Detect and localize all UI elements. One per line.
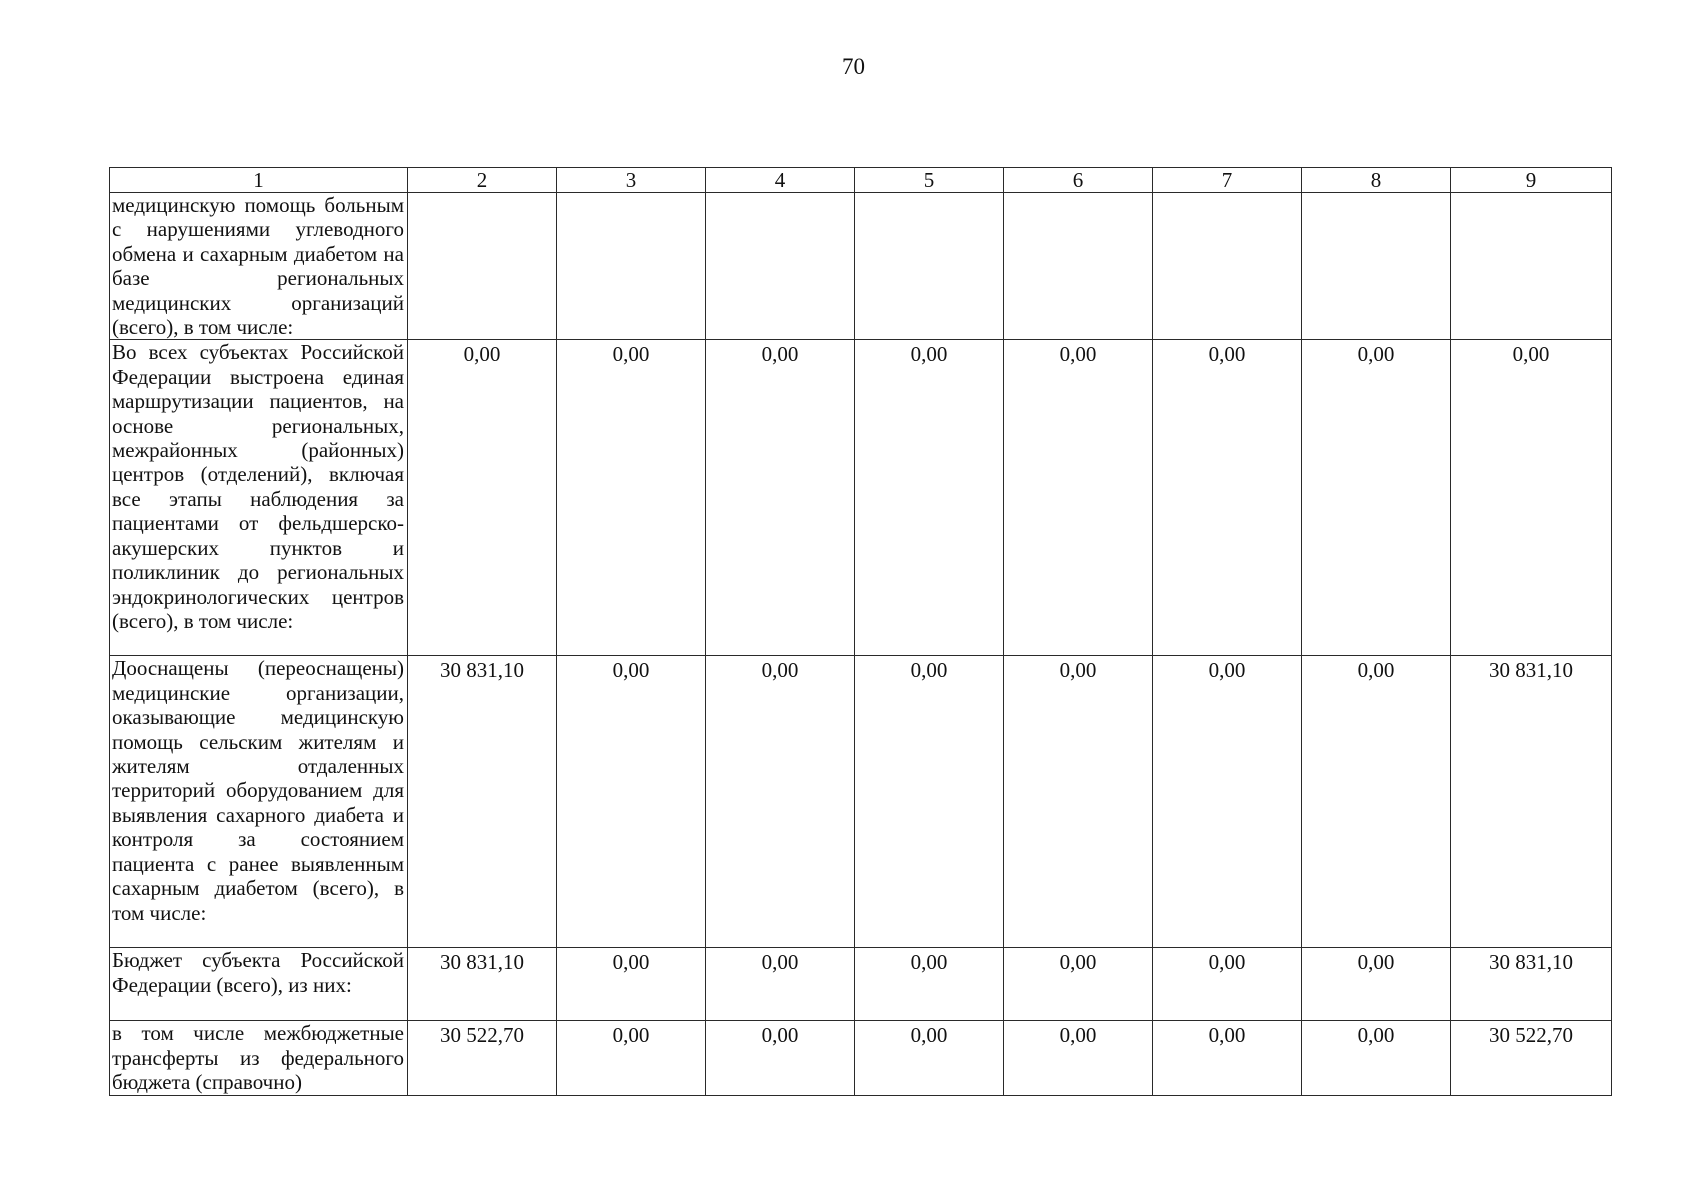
header-row [110, 168, 1612, 193]
value-cell: 0,00 [557, 1021, 706, 1095]
value-cell: 0,00 [706, 948, 855, 1021]
table-row [110, 193, 1612, 340]
header-cell-col-3: 3 [557, 168, 706, 193]
value-cell [1153, 193, 1302, 340]
header-cell-col-4: 4 [706, 168, 855, 193]
value-cell: 30 522,70 [1451, 1021, 1612, 1095]
value-cell: 0,00 [557, 948, 706, 1021]
value-cell [1004, 193, 1153, 340]
value-cell: 0,00 [1004, 948, 1153, 1021]
value-cell: 0,00 [1451, 340, 1612, 656]
value-cell: 0,00 [706, 1021, 855, 1095]
value-cell: 0,00 [1302, 1021, 1451, 1095]
row-description: в том числе межбюджетные трансферты из федерального бюджета (справочно) [110, 1021, 408, 1095]
value-cell: 0,00 [1153, 340, 1302, 656]
table-row [110, 656, 1612, 948]
page-number: 70 [842, 54, 865, 79]
header-cell-col-7: 7 [1153, 168, 1302, 193]
row-description: медицинскую помощь больным с нарушениями углеводного обмена и сахарным диабетом на базе региональных медицинских организаций (всего), в том числе: [110, 193, 408, 340]
header-cell-col-9: 9 [1451, 168, 1612, 193]
value-cell: 0,00 [706, 656, 855, 948]
row-description: Во всех субъектах Российской Федерации выстроена единая маршрутизации пациентов, на основе региональных, межрайонных (районных) центров (отделений), включая все этапы наблюдения за пациентами от фельдшерско-акушерских пунктов и поликлиник до региональных эндокринологических центров (всего), в том числе: [110, 340, 408, 656]
table-row [110, 948, 1612, 1021]
value-cell: 0,00 [1004, 656, 1153, 948]
value-cell [855, 193, 1004, 340]
value-cell [408, 193, 557, 340]
value-cell: 0,00 [1004, 340, 1153, 656]
value-cell: 0,00 [557, 340, 706, 656]
table-row [110, 340, 1612, 656]
value-cell: 0,00 [1302, 340, 1451, 656]
value-cell: 0,00 [1302, 948, 1451, 1021]
value-cell: 30 831,10 [1451, 948, 1612, 1021]
value-cell: 0,00 [855, 948, 1004, 1021]
value-cell: 30 831,10 [408, 948, 557, 1021]
value-cell: 0,00 [557, 656, 706, 948]
value-cell [557, 193, 706, 340]
header-cell-col-8: 8 [1302, 168, 1451, 193]
value-cell: 30 522,70 [408, 1021, 557, 1095]
header-cell-col-6: 6 [1004, 168, 1153, 193]
budget-table [109, 167, 1612, 1096]
value-cell: 0,00 [1004, 1021, 1153, 1095]
value-cell: 0,00 [855, 340, 1004, 656]
value-cell [706, 193, 855, 340]
header-cell-col-2: 2 [408, 168, 557, 193]
value-cell: 0,00 [1153, 948, 1302, 1021]
value-cell: 0,00 [408, 340, 557, 656]
value-cell: 0,00 [706, 340, 855, 656]
header-cell-col-5: 5 [855, 168, 1004, 193]
value-cell: 30 831,10 [1451, 656, 1612, 948]
value-cell: 0,00 [855, 656, 1004, 948]
value-cell: 0,00 [855, 1021, 1004, 1095]
value-cell: 0,00 [1302, 656, 1451, 948]
value-cell: 0,00 [1153, 1021, 1302, 1095]
table-row [110, 1021, 1612, 1095]
value-cell: 30 831,10 [408, 656, 557, 948]
value-cell [1451, 193, 1612, 340]
value-cell [1302, 193, 1451, 340]
row-description: Дооснащены (переоснащены) медицинские организации, оказывающие медицинскую помощь сельским жителям и жителям отдаленных территорий оборудованием для выявления сахарного диабета и контроля за состоянием пациента с ранее выявленным сахарным диабетом (всего), в том числе: [110, 656, 408, 948]
row-description: Бюджет субъекта Российской Федерации (всего), из них: [110, 948, 408, 1021]
value-cell: 0,00 [1153, 656, 1302, 948]
header-cell-col-1: 1 [110, 168, 408, 193]
